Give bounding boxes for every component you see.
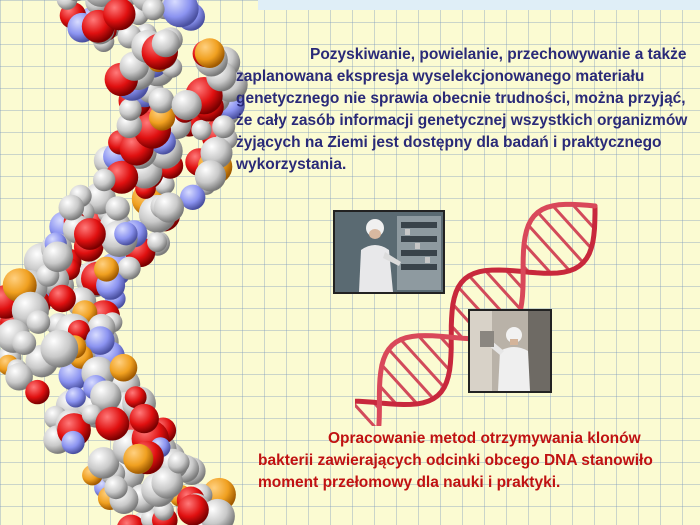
paragraph-bottom-text: Opracowanie metod otrzymywania klonów bakterii zawierających odcinki obcego DNA stanowiło moment przełomowy dla nauki i praktyki.	[258, 430, 653, 491]
cleanroom-photo	[468, 309, 552, 393]
paragraph-bottom	[258, 428, 658, 494]
dna-molecule-icon	[0, 0, 248, 525]
top-strip	[258, 0, 700, 10]
paragraph-top-text: Pozyskiwanie, powielanie, przechowywanie a także zaplanowana ekspresja wyselekcjonowanego materiału genetycznego nie sprawia obecnie trudności, można przyjąć, że cały zasób informacji genetycznej wszystkich organizmów żyjących na Ziemi jest dostępny dla badań i praktycznego wykorzystania.	[236, 46, 688, 173]
paragraph-top	[236, 44, 692, 176]
